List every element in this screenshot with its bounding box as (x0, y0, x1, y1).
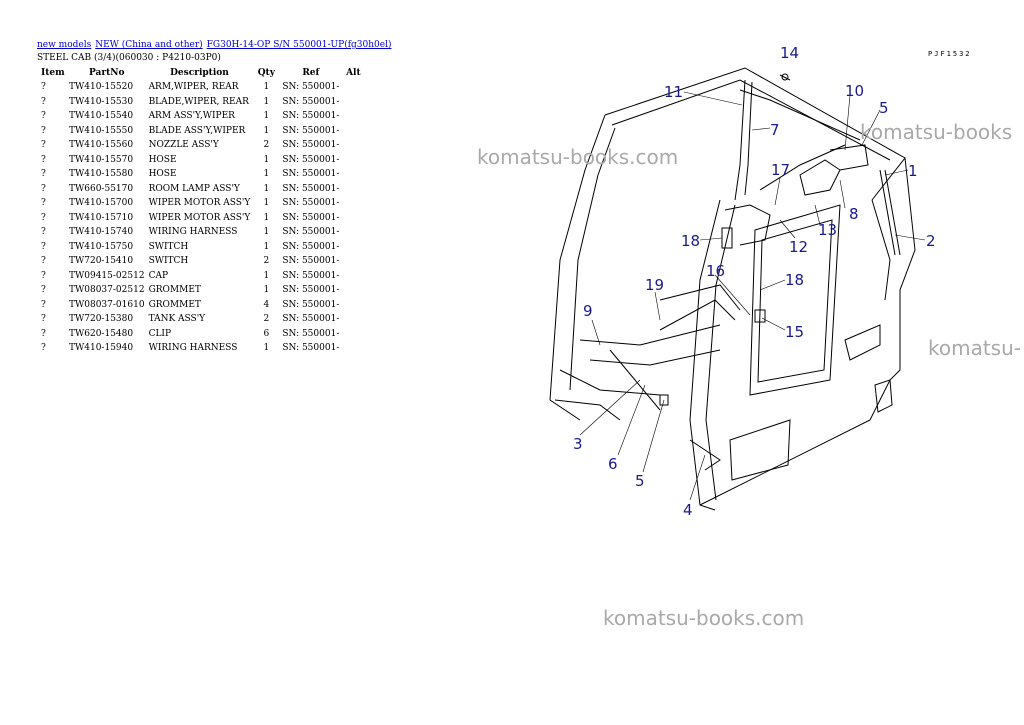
cell-ref: SN: 550001- (282, 96, 340, 107)
callout-4: 4 (683, 501, 693, 519)
breadcrumb-link-region[interactable]: NEW (China and other) (95, 40, 203, 50)
cell-ref: SN: 550001- (282, 111, 340, 122)
table-row (37, 80, 365, 95)
cell-qty: 1 (263, 183, 270, 194)
cell-ref: SN: 550001- (282, 125, 340, 136)
callout-8: 8 (849, 205, 859, 223)
cell-qty: 1 (263, 212, 270, 223)
cell-description: GROMMET (148, 285, 201, 296)
table-row (37, 269, 365, 284)
cell-partno: TW410-15570 (69, 154, 134, 165)
cell-qty: 1 (263, 285, 270, 296)
table-header-row (37, 66, 365, 80)
table-row (37, 283, 365, 298)
cell-description: ROOM LAMP ASS'Y (148, 183, 240, 194)
table-row (37, 124, 365, 139)
table-row (37, 240, 365, 255)
cell-partno: TW08037-02512 (69, 285, 145, 296)
cell-alt (341, 109, 365, 124)
cell-description: WIRING HARNESS (148, 227, 238, 238)
cell-qty: 1 (263, 96, 270, 107)
cell-item: ? (41, 125, 46, 136)
cell-description: WIPER MOTOR ASS'Y (148, 198, 251, 209)
cell-description: TANK ASS'Y (148, 314, 206, 325)
breadcrumb-link-new-models[interactable]: new models (37, 40, 92, 50)
cell-description: ARM ASS'Y,WIPER (148, 111, 235, 122)
cell-ref: SN: 550001- (282, 256, 340, 267)
cell-ref: SN: 550001- (282, 270, 340, 281)
cell-alt (341, 153, 365, 168)
cab-diagram (540, 40, 980, 520)
table-row (37, 254, 365, 269)
cell-qty: 2 (263, 140, 270, 151)
cell-item: ? (41, 227, 46, 238)
col-header-partno: PartNo (89, 68, 125, 78)
table-row (37, 109, 365, 124)
table-row (37, 211, 365, 226)
parts-table-body (37, 80, 365, 356)
callout-5-bottom: 5 (635, 472, 645, 490)
cell-alt (341, 327, 365, 342)
cell-qty: 1 (263, 154, 270, 165)
cell-ref: SN: 550001- (282, 328, 340, 339)
cell-partno: TW410-15740 (69, 227, 134, 238)
cell-item: ? (41, 270, 46, 281)
cell-alt (341, 254, 365, 269)
cell-ref: SN: 550001- (282, 183, 340, 194)
cell-partno: TW410-15710 (69, 212, 134, 223)
cell-description: HOSE (148, 154, 177, 165)
parts-table (37, 66, 365, 356)
col-header-qty: Qty (257, 68, 275, 78)
cell-item: ? (41, 212, 46, 223)
cell-partno: TW410-15700 (69, 198, 134, 209)
cell-description: SWITCH (148, 241, 189, 252)
cell-description: WIPER MOTOR ASS'Y (148, 212, 251, 223)
cell-alt (341, 312, 365, 327)
cell-alt (341, 95, 365, 110)
cell-partno: TW720-15410 (69, 256, 134, 267)
cell-qty: 1 (263, 343, 270, 354)
cell-alt (341, 341, 365, 356)
cell-partno: TW410-15540 (69, 111, 134, 122)
cell-alt (341, 80, 365, 95)
cell-partno: TW720-15380 (69, 314, 134, 325)
cell-ref: SN: 550001- (282, 241, 340, 252)
cell-item: ? (41, 140, 46, 151)
cell-alt (341, 269, 365, 284)
cell-description: NOZZLE ASS'Y (148, 140, 219, 151)
table-row (37, 225, 365, 240)
table-row (37, 312, 365, 327)
callout-18-right: 18 (785, 271, 805, 289)
page-subtitle: STEEL CAB (3/4)(060030 : P4210-03P0) (37, 53, 221, 63)
cell-alt (341, 225, 365, 240)
cell-description: GROMMET (148, 299, 201, 310)
callout-12: 12 (789, 238, 809, 256)
cell-partno: TW410-15560 (69, 140, 134, 151)
cell-qty: 1 (263, 198, 270, 209)
watermark-4: komatsu-books.com (603, 606, 805, 630)
callout-2: 2 (926, 232, 936, 250)
cell-alt (341, 167, 365, 182)
breadcrumb-link-model[interactable]: FG30H-14-OP S/N 550001-UP(fg30h0el) (206, 40, 392, 50)
cell-description: BLADE ASS'Y,WIPER (148, 125, 246, 136)
cell-partno: TW410-15530 (69, 96, 134, 107)
callout-13: 13 (818, 221, 838, 239)
table-row (37, 138, 365, 153)
cell-description: SWITCH (148, 256, 189, 267)
cell-description: BLADE,WIPER, REAR (148, 96, 249, 107)
cell-ref: SN: 550001- (282, 299, 340, 310)
cell-partno: TW410-15580 (69, 169, 134, 180)
callout-7: 7 (770, 121, 780, 139)
diagram-code: PJF1532 (928, 50, 972, 58)
cell-partno: TW410-15750 (69, 241, 134, 252)
table-row (37, 341, 365, 356)
table-row (37, 298, 365, 313)
callout-10: 10 (845, 82, 865, 100)
cell-alt (341, 182, 365, 197)
cell-alt (341, 196, 365, 211)
callout-17: 17 (771, 161, 791, 179)
callout-18-left: 18 (681, 232, 701, 250)
cell-partno: TW620-15480 (69, 328, 134, 339)
cell-qty: 1 (263, 82, 270, 93)
cell-partno: TW08037-01610 (69, 299, 145, 310)
callout-labels (573, 44, 936, 519)
cell-partno: TW410-15520 (69, 82, 134, 93)
watermark-1: komatsu-books.com (477, 145, 679, 169)
cell-alt (341, 240, 365, 255)
callout-3: 3 (573, 435, 583, 453)
table-row (37, 153, 365, 168)
cell-partno: TW09415-02512 (69, 270, 145, 281)
cell-item: ? (41, 328, 46, 339)
cell-partno: TW410-15550 (69, 125, 134, 136)
cell-item: ? (41, 343, 46, 354)
cell-description: WIRING HARNESS (148, 343, 238, 354)
cell-alt (341, 124, 365, 139)
cell-qty: 6 (263, 328, 270, 339)
cell-qty: 1 (263, 125, 270, 136)
cell-description: ARM,WIPER, REAR (148, 82, 239, 93)
cell-ref: SN: 550001- (282, 198, 340, 209)
cell-item: ? (41, 256, 46, 267)
cell-qty: 2 (263, 256, 270, 267)
cell-item: ? (41, 285, 46, 296)
cell-item: ? (41, 183, 46, 194)
table-row (37, 167, 365, 182)
callout-9: 9 (583, 302, 593, 320)
callout-16: 16 (706, 262, 726, 280)
cell-ref: SN: 550001- (282, 314, 340, 325)
cell-qty: 1 (263, 227, 270, 238)
watermark-2: komatsu-books (860, 120, 1013, 144)
cell-alt (341, 283, 365, 298)
cell-ref: SN: 550001- (282, 154, 340, 165)
cell-ref: SN: 550001- (282, 169, 340, 180)
cell-item: ? (41, 154, 46, 165)
watermark-3: komatsu- (928, 336, 1021, 360)
cell-item: ? (41, 299, 46, 310)
cell-ref: SN: 550001- (282, 212, 340, 223)
cell-item: ? (41, 111, 46, 122)
cell-description: HOSE (148, 169, 177, 180)
table-row (37, 196, 365, 211)
cell-ref: SN: 550001- (282, 82, 340, 93)
cell-item: ? (41, 82, 46, 93)
cell-qty: 4 (263, 299, 270, 310)
cell-qty: 1 (263, 270, 270, 281)
cell-description: CAP (148, 270, 169, 281)
col-header-alt: Alt (346, 68, 361, 78)
cell-qty: 1 (263, 241, 270, 252)
cell-item: ? (41, 314, 46, 325)
cell-ref: SN: 550001- (282, 140, 340, 151)
breadcrumb (37, 40, 392, 50)
callout-14: 14 (780, 44, 800, 62)
col-header-ref: Ref (302, 68, 320, 78)
col-header-item: Item (41, 68, 65, 78)
cell-qty: 2 (263, 314, 270, 325)
cell-partno: TW660-55170 (69, 183, 134, 194)
table-row (37, 95, 365, 110)
callout-1: 1 (908, 162, 918, 180)
table-row (37, 182, 365, 197)
col-header-description: Description (170, 68, 229, 78)
cell-alt (341, 211, 365, 226)
cell-ref: SN: 550001- (282, 227, 340, 238)
cell-item: ? (41, 169, 46, 180)
callout-15: 15 (785, 323, 805, 341)
cell-item: ? (41, 198, 46, 209)
callout-5-top: 5 (879, 99, 889, 117)
cell-item: ? (41, 96, 46, 107)
cell-qty: 1 (263, 111, 270, 122)
cell-alt (341, 298, 365, 313)
callout-19: 19 (645, 276, 665, 294)
cell-partno: TW410-15940 (69, 343, 134, 354)
table-row (37, 327, 365, 342)
cell-ref: SN: 550001- (282, 343, 340, 354)
cell-description: CLIP (148, 328, 172, 339)
callout-11: 11 (664, 83, 684, 101)
cell-item: ? (41, 241, 46, 252)
cell-alt (341, 138, 365, 153)
cell-qty: 1 (263, 169, 270, 180)
callout-6: 6 (608, 455, 618, 473)
cell-ref: SN: 550001- (282, 285, 340, 296)
